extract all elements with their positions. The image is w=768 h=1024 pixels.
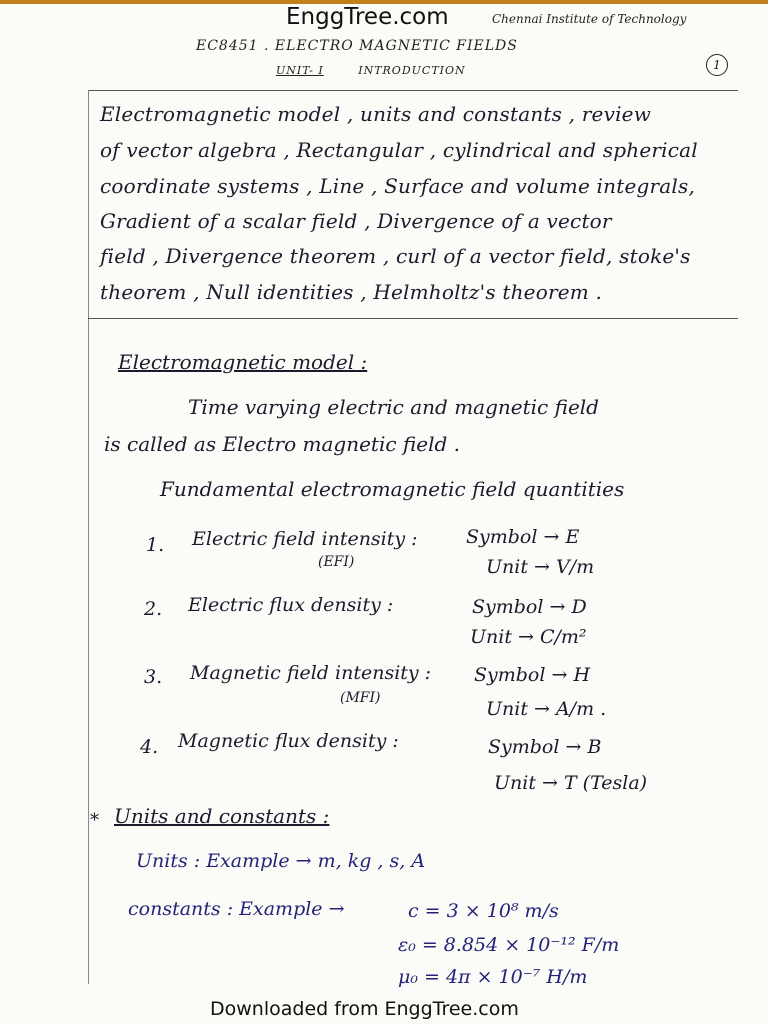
- institute-name: Chennai Institute of Technology: [492, 12, 687, 26]
- section-rule: [88, 318, 738, 319]
- watermark-top: EnggTree.com: [286, 4, 449, 30]
- bullet-star: *: [90, 810, 99, 831]
- quantity-4-unit: Unit → T (Tesla): [494, 772, 648, 794]
- units-example-line: Units : Example → m, kg , s, A: [136, 850, 426, 872]
- syllabus-line-6: theorem , Null identities , Helmholtz's theorem .: [100, 280, 603, 304]
- model-text-line-2: is called as Electro magnetic field .: [104, 432, 460, 456]
- constant-permeability: μ₀ = 4π × 10⁻⁷ H/m: [398, 966, 588, 988]
- quantity-1-symbol: Symbol → E: [466, 526, 580, 548]
- quantity-4-symbol: Symbol → B: [488, 736, 602, 758]
- unit-line: [276, 64, 466, 77]
- quantity-2-symbol: Symbol → D: [472, 596, 587, 618]
- quantity-2-name: Electric flux density :: [188, 594, 394, 616]
- quantity-3-abbr: (MFI): [340, 690, 381, 706]
- quantity-3-symbol: Symbol → H: [474, 664, 591, 686]
- quantity-4-number: 4.: [140, 736, 159, 758]
- margin-line: [88, 90, 89, 984]
- quantity-1-abbr: (EFI): [318, 554, 355, 570]
- constants-label: constants : Example →: [128, 898, 345, 920]
- quantity-2-unit: Unit → C/m²: [470, 626, 587, 648]
- quantity-1-number: 1.: [146, 534, 165, 556]
- quantity-3-unit: Unit → A/m .: [486, 698, 607, 720]
- quantities-heading: Fundamental electromagnetic field quantities: [160, 477, 625, 501]
- course-title: EC8451 . ELECTRO MAGNETIC FIELDS: [196, 38, 518, 54]
- unit-label: UNIT- I: [276, 64, 324, 77]
- syllabus-line-1: Electromagnetic model , units and constants , review: [100, 102, 652, 126]
- quantity-3-name: Magnetic field intensity :: [190, 662, 432, 684]
- model-text-line-1: Time varying electric and magnetic field: [188, 395, 599, 419]
- syllabus-line-3: coordinate systems , Line , Surface and volume integrals,: [100, 174, 696, 198]
- section-heading-units: Units and constants :: [114, 804, 330, 828]
- constant-speed-of-light: c = 3 × 10⁸ m/s: [408, 900, 559, 922]
- quantity-2-number: 2.: [144, 598, 163, 620]
- syllabus-line-5: field , Divergence theorem , curl of a vector field, stoke's: [100, 244, 691, 268]
- section-heading-model: Electromagnetic model :: [118, 350, 368, 374]
- syllabus-line-4: Gradient of a scalar field , Divergence of a vector: [100, 209, 612, 233]
- quantity-4-name: Magnetic flux density :: [178, 730, 399, 752]
- quantity-1-unit: Unit → V/m: [486, 556, 595, 578]
- unit-title: INTRODUCTION: [358, 64, 466, 77]
- syllabus-line-2: of vector algebra , Rectangular , cylindrical and spherical: [100, 138, 698, 162]
- quantity-3-number: 3.: [144, 666, 163, 688]
- top-rule: [88, 90, 738, 91]
- constant-permittivity: ε₀ = 8.854 × 10⁻¹² F/m: [398, 934, 620, 956]
- page-number: 1: [706, 54, 728, 76]
- quantity-1-name: Electric field intensity :: [192, 528, 418, 550]
- watermark-bottom: Downloaded from EnggTree.com: [210, 998, 519, 1020]
